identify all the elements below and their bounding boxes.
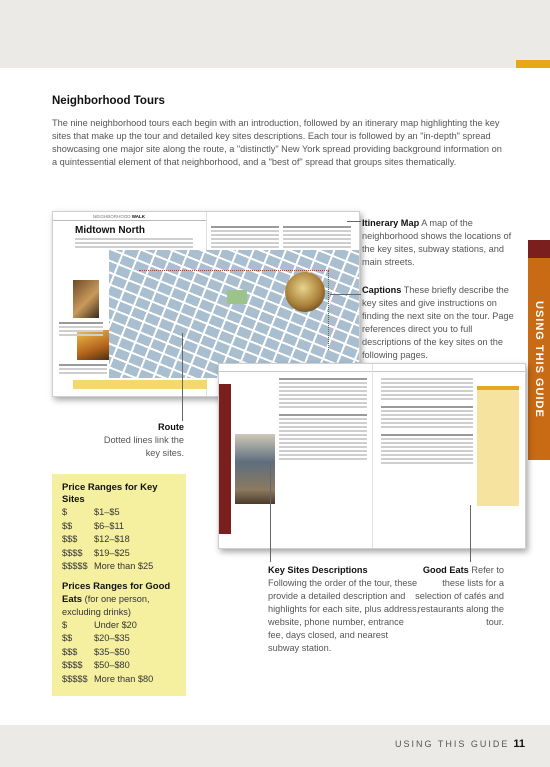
price-range: $19–$25 [94, 547, 130, 558]
price-key-sites-title: Price Ranges for Key Sites [62, 482, 158, 505]
price-symbol: $$ [62, 520, 73, 531]
side-tab-cap [528, 240, 550, 258]
price-row [62, 619, 176, 633]
price-good-eats-title-text: Prices Ranges for Good Eats [62, 580, 171, 605]
price-range: $20–$35 [94, 633, 130, 643]
price-symbol: $$ [62, 633, 73, 643]
price-row [62, 560, 176, 574]
callout-title: Itinerary Map [362, 218, 420, 228]
site-photo [73, 280, 99, 318]
spread-left-page [219, 364, 373, 549]
leader-line [182, 333, 183, 421]
description-text [279, 378, 367, 462]
price-symbol: $$$$ [62, 660, 83, 670]
callout-good-eats [414, 564, 504, 629]
leader-line [330, 294, 361, 295]
caption-text [59, 364, 107, 376]
header-band [0, 0, 550, 68]
spread-right-captions [211, 226, 355, 250]
key-sites-spread-image [218, 363, 526, 549]
price-row [62, 520, 176, 534]
callout-text: A map of the neighborhood shows the locations of the key sites, subway stations, and main streets. [362, 218, 512, 267]
leader-line [270, 462, 271, 562]
footer-band [0, 725, 550, 767]
callout-title: Key Sites Descriptions [268, 565, 368, 575]
price-symbol: $$$ [62, 534, 78, 544]
callout-captions [362, 284, 522, 362]
price-good-eats-list [62, 619, 176, 687]
price-range: More than $80 [94, 673, 154, 684]
price-symbol: $ [62, 507, 68, 517]
description-text [381, 378, 473, 466]
callout-title: Good Eats [422, 565, 469, 575]
site-photo-circle [285, 272, 325, 312]
itinerary-map [109, 250, 359, 378]
good-eats-box [477, 386, 519, 506]
callout-title: Route [157, 422, 184, 432]
price-row [62, 646, 176, 660]
callout-key-sites [268, 564, 420, 655]
section-intro: The nine neighborhood tours each begin with an introduction, followed by an itinerary map highlighting the key sites that make up the tour and detailed key sites descriptions. Each tour is followed by an "in-depth" spread showcasing one major site along the route, a "distinctly" New York spread providing background information on a quintessential element of that neighborhood, and a "best of" spread that groups sites thematically. [52, 118, 502, 167]
price-symbol: $$$$$ [62, 673, 88, 684]
callout-text: Refer to these lists for a selection of cafés and restaurants along the tour. [415, 565, 504, 627]
price-row [62, 659, 176, 673]
price-row [62, 673, 176, 687]
page-number: 11 [513, 738, 525, 750]
price-range: $6–$11 [94, 520, 124, 531]
callout-itinerary-map [362, 217, 522, 269]
price-symbol: $ [62, 619, 68, 630]
spread-running-head [53, 212, 206, 221]
callout-route [100, 421, 184, 460]
leader-line [470, 505, 471, 562]
price-symbol: $$$$ [62, 547, 83, 558]
section-title: Neighborhood Tours [52, 95, 165, 107]
spread-right-page [373, 364, 526, 549]
map-intro-text [75, 238, 193, 250]
price-range: $35–$50 [94, 646, 130, 657]
map-legend-strip [73, 380, 207, 389]
map-title: Midtown North [75, 225, 145, 236]
footer-running-title [395, 738, 525, 750]
caption-text [59, 322, 103, 338]
price-symbol: $$$$$ [62, 561, 88, 571]
price-range: $1–$5 [94, 507, 120, 517]
side-tab-label: USING THIS GUIDE [533, 300, 545, 418]
callout-text: These briefly describe the key sites and give instructions on finding the next site on the tour. Page references direct you to full descriptions of the key sites on the following pages. [362, 285, 514, 360]
price-row [62, 632, 176, 646]
price-range: Under $20 [94, 619, 137, 630]
price-ranges-box [52, 474, 186, 696]
price-range: More than $25 [94, 561, 154, 571]
leader-line [347, 221, 361, 222]
price-good-eats-note: (for one person, excluding drinks) [62, 593, 150, 617]
footer-label: USING THIS GUIDE [395, 739, 510, 749]
side-tab [528, 240, 550, 460]
header-accent [516, 60, 550, 68]
callout-title: Captions [362, 285, 402, 295]
price-row [62, 533, 176, 547]
page-color-band [219, 384, 231, 534]
price-good-eats-title [62, 581, 176, 619]
running-head-prefix: NEIGHBORHOOD [93, 214, 131, 219]
callout-text: Dotted lines link the key sites. [103, 435, 184, 458]
price-symbol: $$$ [62, 646, 78, 657]
price-range: $50–$80 [94, 660, 130, 670]
running-head-bold: WALK [131, 214, 146, 219]
site-photo [235, 434, 275, 504]
callout-text: Following the order of the tour, these provide a detailed description and highlights for each site, plus address, website, phone number, entrance fee, days closed, and nearest subway station. [268, 578, 420, 653]
price-range: $12–$18 [94, 534, 130, 544]
price-row [62, 547, 176, 561]
price-row [62, 506, 176, 520]
price-key-sites-list [62, 506, 176, 574]
